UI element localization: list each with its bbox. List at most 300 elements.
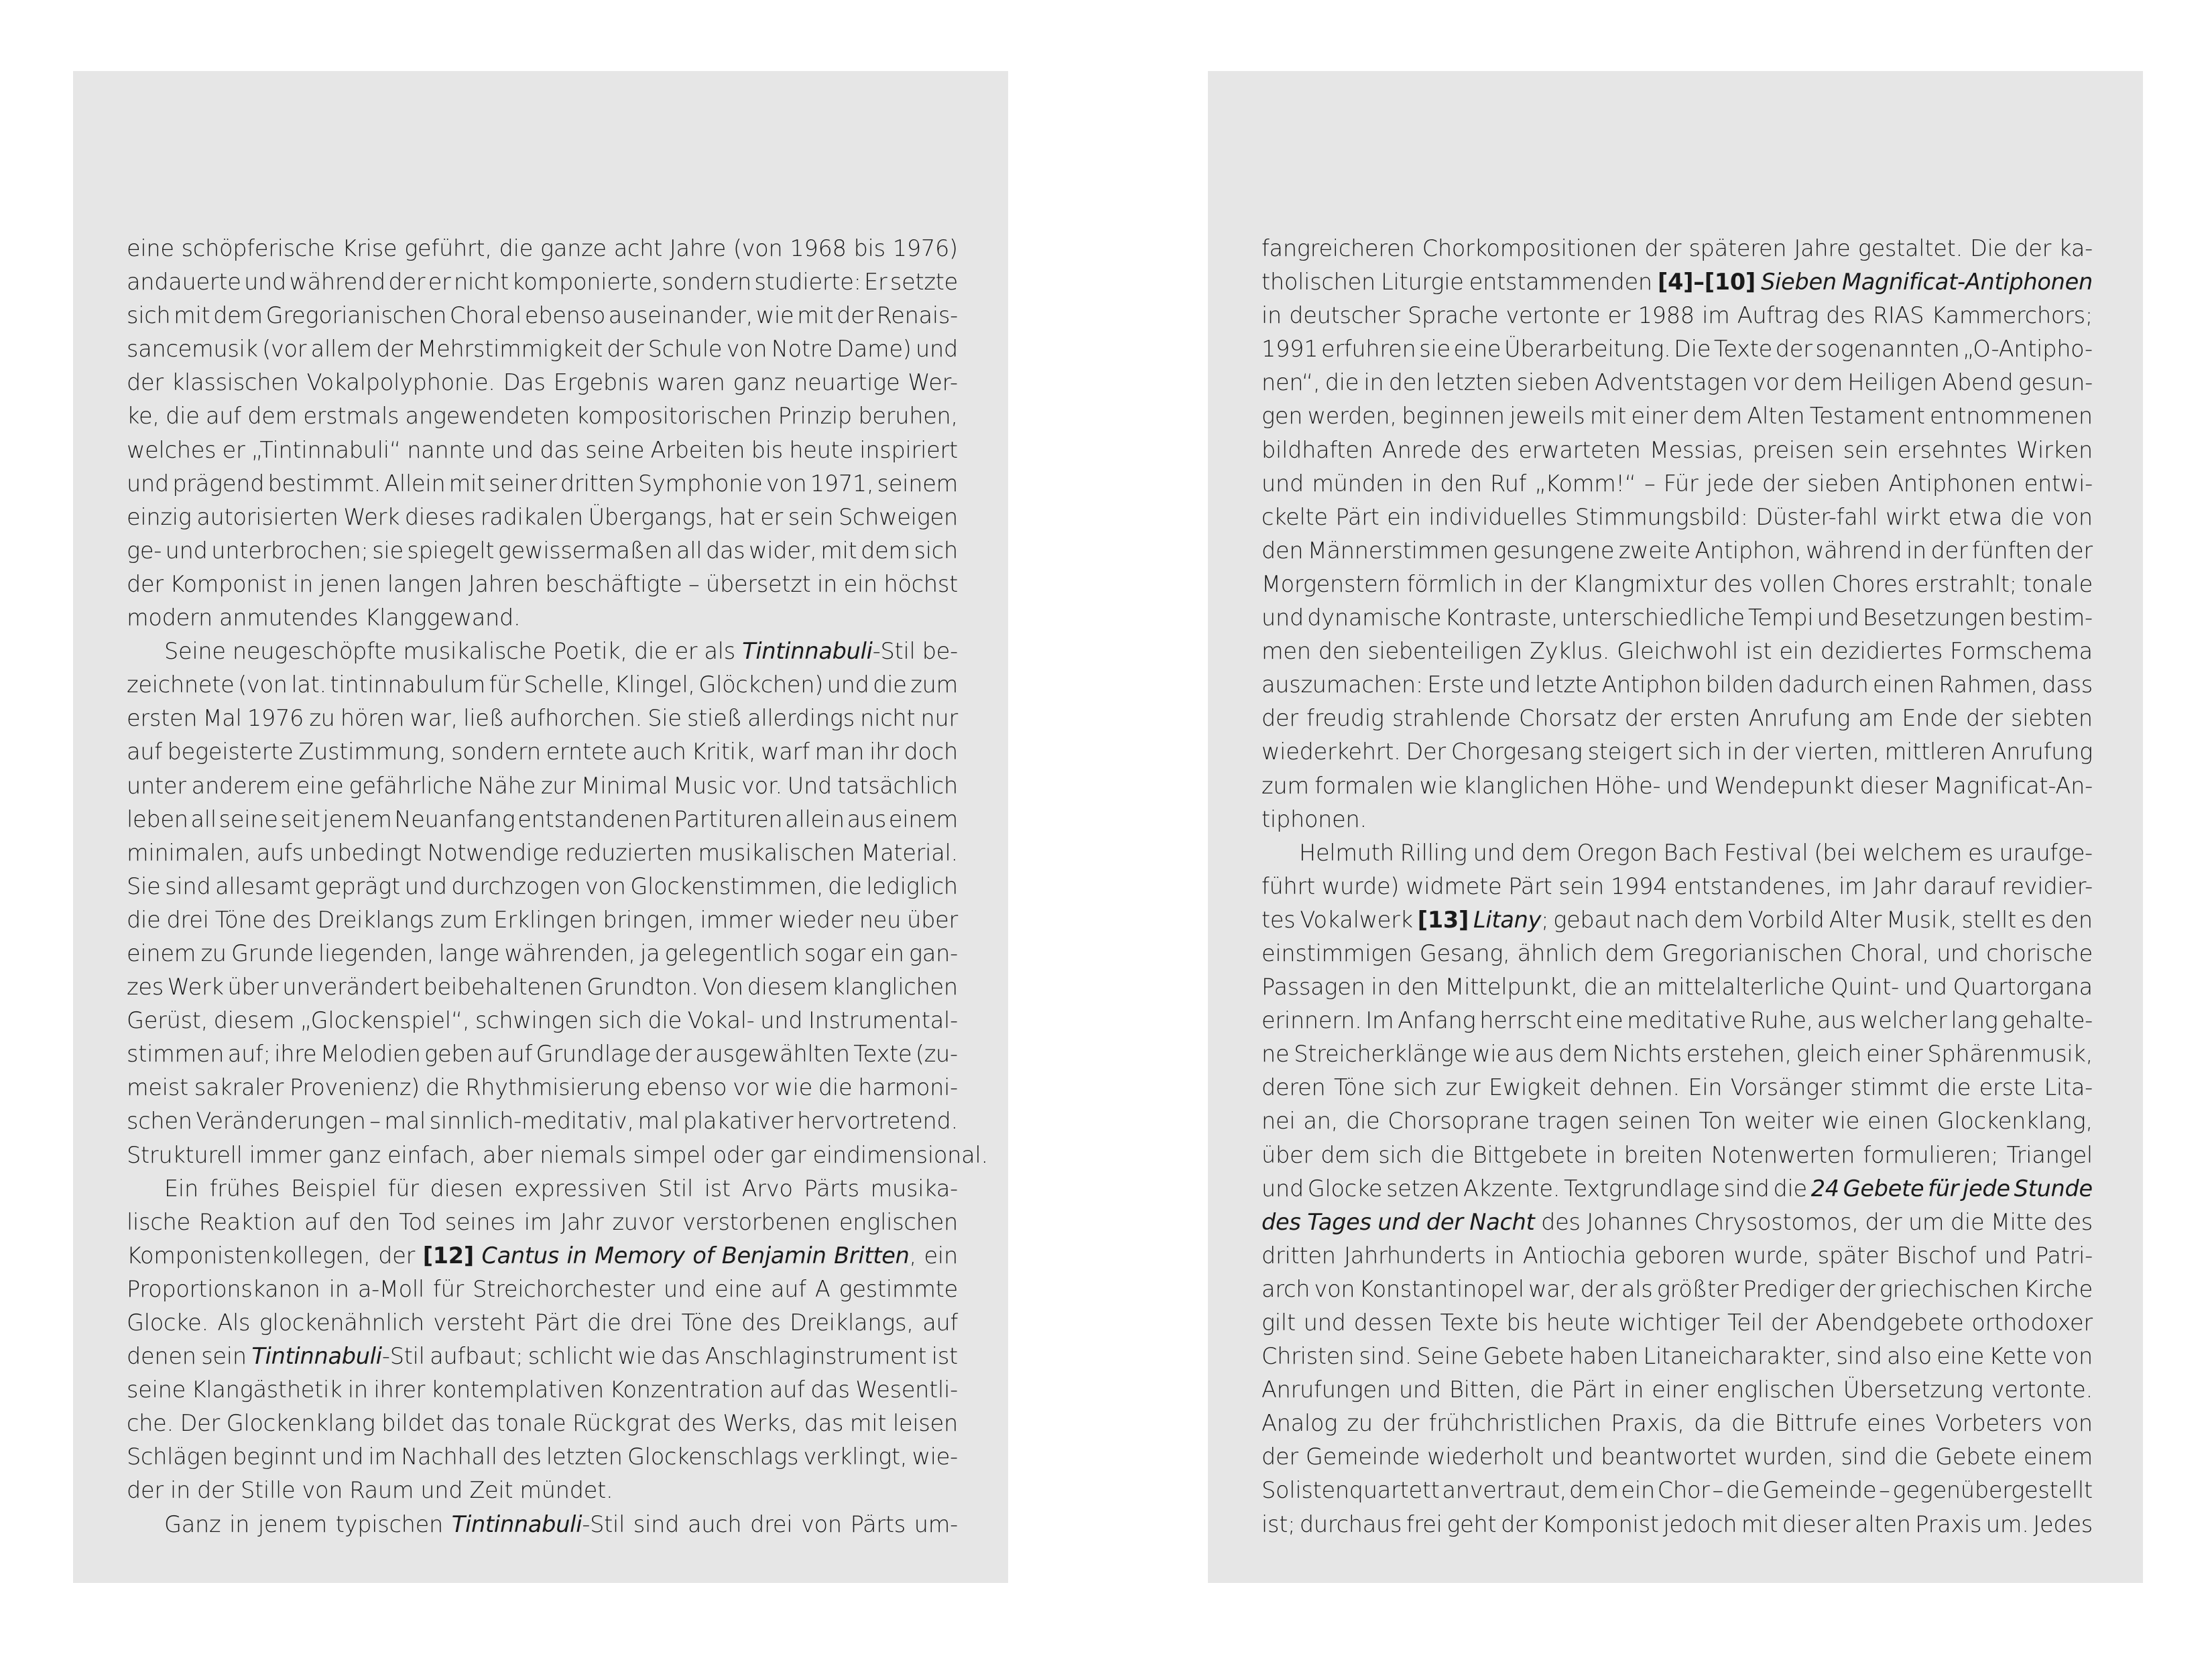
word: Alter (1829, 906, 1882, 933)
word: Textgrundlage (1563, 1175, 1720, 1202)
word: Glocke. (127, 1309, 208, 1336)
word: Vorbild (1747, 906, 1825, 933)
word: fünften (1971, 537, 2052, 564)
word: kompositorischen (576, 403, 772, 430)
word: zur (1445, 1074, 1481, 1101)
word: und (1473, 839, 1516, 866)
word: [4]–[10] (1658, 269, 1756, 296)
word: Pärts (804, 1175, 859, 1202)
text-line (1262, 903, 2093, 937)
word: und (1262, 1175, 1304, 1202)
text-line (1262, 870, 2093, 903)
word: warf (761, 739, 810, 765)
word: im (368, 1444, 396, 1470)
word: in (1503, 570, 1524, 597)
word: Provenienz) (290, 1074, 420, 1101)
word: sakraler (194, 1074, 284, 1101)
word: Antiochia (1522, 1242, 1627, 1269)
word: heute (789, 436, 853, 463)
word: sieben (1807, 470, 1880, 497)
text-line (127, 903, 958, 937)
word: ersten (1670, 705, 1741, 732)
word: und (760, 1007, 803, 1034)
word: sind. (1359, 1343, 1412, 1370)
word: Tintinnabuli-Stil (451, 1511, 625, 1537)
text-line (127, 1172, 958, 1206)
word: Anfang (1398, 1007, 1476, 1034)
word: und (1303, 1309, 1346, 1336)
word: „O-Antipho- (1963, 336, 2093, 363)
word: und (1551, 1444, 1594, 1470)
word: gebaut (1553, 906, 1631, 933)
word: für (433, 1275, 465, 1302)
word: Kammerchors; (1931, 302, 2093, 329)
word: den (1440, 470, 1482, 497)
word: steigert (1587, 739, 1672, 765)
word: eine (715, 1275, 762, 1302)
word: einen (1873, 672, 1934, 698)
word: arch (1262, 1275, 1310, 1302)
text-line (1262, 232, 2093, 265)
word: Allein (384, 470, 446, 497)
word: tatsächlich (837, 772, 958, 799)
word: entstandenes, (1674, 873, 1833, 899)
text-line (1262, 668, 2093, 702)
word: englischen (839, 1208, 958, 1235)
word: ein (1387, 503, 1421, 530)
word: um (1908, 1208, 1945, 1235)
word: gesungene (1493, 537, 1615, 564)
word: Formschema (1950, 638, 2093, 665)
word: Gemeinde (1305, 1444, 1420, 1470)
word: Chores (1831, 570, 1909, 597)
word: Poetik, (552, 638, 627, 665)
word: Mehrstimmigkeit (417, 336, 603, 363)
word: wie (1419, 772, 1458, 799)
word: Und (787, 772, 833, 799)
word: dynamische (1307, 604, 1442, 631)
word: neuartige (794, 369, 900, 396)
word: die (1731, 1410, 1766, 1437)
word: gan- (909, 940, 958, 966)
word: sie (1419, 336, 1451, 363)
word: Töne (1334, 1074, 1386, 1101)
word: Mittelpunkt, (1445, 974, 1578, 1001)
word: Chorsatz (1518, 705, 1617, 732)
word: die (1773, 1175, 1807, 1202)
word: Jahr (560, 1208, 604, 1235)
word: geprägt (314, 873, 401, 899)
word: der (1762, 470, 1799, 497)
word: die (425, 1074, 460, 1101)
word: Jahrhunderts (1344, 1242, 1486, 1269)
word: den (1262, 537, 1304, 564)
word: all (190, 806, 217, 832)
word: Abend (1942, 369, 2014, 396)
word: Werks, (723, 1410, 798, 1437)
word: der (1930, 537, 1968, 564)
word: Sprache (1407, 302, 1499, 329)
word: auf (922, 1309, 958, 1336)
text-line (1262, 434, 2093, 467)
word: den (1388, 369, 1431, 396)
word: in (1412, 470, 1432, 497)
word: der (378, 1242, 416, 1269)
word: mittelalterliche (1656, 974, 1825, 1001)
text-line (1262, 1340, 2093, 1373)
word: Beispiel (291, 1175, 377, 1202)
text-line (1262, 534, 2093, 568)
word: entstammenden (1469, 269, 1652, 296)
word: dem (213, 302, 263, 329)
word: sich (598, 1007, 642, 1034)
word: Schweigen (839, 503, 958, 530)
word: im (524, 1208, 552, 1235)
word: sich (1393, 1074, 1438, 1101)
word: Jedes (2033, 1511, 2093, 1537)
word: welches (127, 436, 217, 463)
word: Übergangs, (588, 503, 714, 530)
word: erwarteten (1518, 436, 1641, 463)
word: tiphonen. (1262, 806, 1367, 832)
word: die (828, 873, 862, 899)
word: reduzierten (564, 839, 692, 866)
word: Tintinnabuli-Stil (742, 638, 916, 665)
word: Bittgebete (1472, 1141, 1588, 1168)
word: Pärt (534, 1309, 578, 1336)
word: der (1580, 1275, 1617, 1302)
word: Komponist (170, 570, 287, 597)
word: Choral (449, 302, 522, 329)
word: wie (1821, 1108, 1860, 1135)
word: Anrede (1381, 436, 1462, 463)
word: für (1928, 1175, 1959, 1202)
word: er (222, 436, 245, 463)
word: Sieben (1761, 269, 1837, 296)
word: von (801, 1511, 842, 1537)
word: schlicht (528, 1343, 613, 1370)
word: Töne (214, 906, 266, 933)
word: der (127, 1477, 164, 1504)
word: des (1262, 1208, 1301, 1235)
word: ka- (2059, 235, 2093, 261)
word: für (387, 1175, 419, 1202)
word: jenem (257, 1511, 328, 1537)
word: einem (127, 940, 196, 966)
word: dem (1521, 839, 1571, 866)
word: Erklingen (493, 906, 597, 933)
text-line (127, 467, 958, 501)
word: vor (1752, 369, 1789, 396)
word: vertonte (1506, 302, 1601, 329)
word: Nacht (1469, 1208, 1535, 1235)
word: allem (310, 336, 372, 363)
word: Er (864, 269, 887, 296)
word: von (2052, 1343, 2093, 1370)
word: der (837, 302, 874, 329)
word: a-Moll (357, 1275, 424, 1302)
word: Von (702, 974, 743, 1001)
word: dem (1693, 403, 1742, 430)
word: ein (870, 940, 904, 966)
word: gestimmte (839, 1275, 958, 1302)
word: Erste (1427, 672, 1485, 698)
word: drei (750, 1511, 793, 1537)
word: dem (247, 403, 297, 430)
word: in (1363, 369, 1384, 396)
word: seine (219, 806, 278, 832)
word: gegenübergestellt (1892, 1477, 2093, 1504)
word: dessen (1353, 1309, 1432, 1336)
word: Krise (342, 235, 397, 261)
word: Renais- (876, 302, 958, 329)
word: das (660, 1343, 700, 1370)
word: jenen (319, 570, 381, 597)
word: drei (629, 1309, 673, 1336)
word: einer (1866, 1041, 1923, 1068)
word: von (2052, 1410, 2093, 1437)
word: bildet (381, 1410, 444, 1437)
word: verklingt, (803, 1444, 908, 1470)
word: Heiligen (1847, 369, 1938, 396)
word: erstmals (303, 403, 400, 430)
word: Komponistenkollegen, (127, 1242, 371, 1269)
word: weiter (1744, 1108, 1814, 1135)
word: Konstantinopel (1359, 1275, 1524, 1302)
text-line (127, 668, 958, 702)
word: Pärt (1508, 873, 1552, 899)
text-line (1262, 735, 2093, 769)
word: um- (914, 1511, 958, 1537)
word: Bischof (1896, 1242, 1977, 1269)
word: gen (1262, 403, 1303, 430)
word: wiederkehrt. (1262, 739, 1401, 765)
word: sich (1677, 739, 1722, 765)
text-line (127, 1273, 958, 1306)
word: das (450, 1410, 490, 1437)
word: der (197, 1477, 234, 1504)
word: Nachhall (401, 1444, 497, 1470)
word: Wirken (2016, 436, 2093, 463)
word: der (1644, 235, 1682, 261)
word: sind (1841, 1444, 1887, 1470)
word: tes (1262, 906, 1296, 933)
word: Vokal- (687, 1007, 755, 1034)
word: dritten (1262, 1242, 1336, 1269)
word: aufbaut; (430, 1343, 524, 1370)
word: ganze (540, 235, 607, 261)
word: der (1838, 1275, 1876, 1302)
word: schwingen (475, 1007, 593, 1034)
word: Texte (1440, 1309, 1499, 1336)
word: unterbrochen; (211, 537, 369, 564)
word: er (674, 638, 698, 665)
word: Prediger (1743, 1275, 1835, 1302)
word: und (165, 537, 208, 564)
word: Chorkompositionen (1422, 235, 1638, 261)
word: Dreiklangs (317, 906, 434, 933)
text-line (1262, 467, 2093, 501)
word: geht (1447, 1511, 1497, 1537)
word: ckelte (1262, 503, 1328, 530)
word: Proportionskanon (127, 1275, 320, 1302)
word: Johannes (1587, 1208, 1688, 1235)
word: jeweils (1510, 403, 1585, 430)
word: Tempi (1748, 604, 1814, 631)
word: klanglichen (831, 974, 958, 1001)
word: in (170, 1477, 190, 1504)
word: Antiphonen (1888, 470, 2016, 497)
word: heute (1546, 1309, 1611, 1336)
word: und (420, 1477, 463, 1504)
word: den (348, 1208, 391, 1235)
word: „Komm!“ (1534, 470, 1636, 497)
text-line (127, 1139, 988, 1172)
word: Rückgrat (572, 1410, 671, 1437)
word: Ganz (164, 1511, 221, 1537)
word: eine (1937, 1343, 1984, 1370)
word: durchaus (1299, 1511, 1402, 1537)
word: klanglichen (1463, 772, 1589, 799)
word: che. (127, 1410, 174, 1437)
word: erinnern. (1262, 1007, 1362, 1034)
word: allein (785, 806, 845, 832)
word: Schule (648, 336, 723, 363)
word: vertonte. (1991, 1377, 2093, 1403)
text-line (1262, 1373, 2093, 1407)
word: minimalen, (127, 839, 251, 866)
word: Rahmen, (1939, 672, 2038, 698)
text-line (1262, 601, 2093, 635)
word: angewendeten (405, 403, 570, 430)
text-line (127, 836, 958, 870)
word: letzten (546, 1444, 623, 1470)
text-line (1262, 568, 2093, 601)
text-line (127, 870, 958, 903)
word: harmoni- (858, 1074, 958, 1101)
text-line (1262, 1071, 2093, 1104)
word: Helmuth (1299, 839, 1394, 866)
word: meditative (1627, 1007, 1747, 1034)
word: Gebete (1843, 1175, 1924, 1202)
word: Notwendige (427, 839, 560, 866)
word: Chorgesang (1451, 739, 1583, 765)
word: wider, (749, 537, 817, 564)
word: Höhe- (1595, 772, 1661, 799)
word: des (677, 1410, 717, 1437)
word: der (1262, 705, 1298, 732)
word: geboren (1634, 1242, 1726, 1269)
text-line (127, 1508, 958, 1541)
word: in (817, 570, 838, 597)
text-line (127, 803, 958, 836)
word: – (688, 570, 700, 597)
word: es (2020, 906, 2046, 933)
word: setzen (1386, 1175, 1460, 1202)
word: als (1621, 1275, 1653, 1302)
word: zes (127, 974, 164, 1001)
word: Choral, (1850, 940, 1929, 966)
word: auf (205, 403, 241, 430)
word: inspiriert (859, 436, 958, 463)
word: führt (1262, 873, 1315, 899)
word: als (704, 638, 736, 665)
word: Gemeinde (1762, 1477, 1877, 1504)
word: komponierte, (511, 269, 659, 296)
word: vollen (1759, 570, 1826, 597)
word: individuelles (1428, 503, 1568, 530)
word: dritten (560, 470, 635, 497)
word: seit (280, 806, 320, 832)
word: erntete (546, 739, 627, 765)
word: radikalen (480, 503, 583, 530)
word: „Tintinnabuli“ (251, 436, 401, 463)
word: des (271, 906, 312, 933)
word: Sphärenmusik, (1927, 1041, 2093, 1068)
word: der (1382, 1410, 1420, 1437)
word: in (1726, 739, 1747, 765)
word: frei (1406, 1511, 1442, 1537)
text-line (127, 1239, 958, 1273)
word: Zyklus. (1530, 638, 1610, 665)
word: [13] (1417, 906, 1469, 933)
word: und (1817, 604, 1859, 631)
word: bestim- (2009, 604, 2093, 631)
word: Pärt (1571, 1377, 1616, 1403)
word: die (1894, 1444, 1928, 1470)
word: Teil (1727, 1309, 1764, 1336)
word: ein (924, 1242, 958, 1269)
word: Christen (1262, 1343, 1355, 1370)
word: die (1725, 1477, 1760, 1504)
word: übersetzt (705, 570, 811, 597)
word: (zu- (915, 1041, 958, 1068)
word: bis (751, 436, 783, 463)
word: prägend (172, 470, 265, 497)
word: hören (340, 705, 405, 732)
word: dem (1558, 1041, 1608, 1068)
word: eine (1575, 1007, 1623, 1034)
word: ist; (1262, 1511, 1296, 1537)
word: [12] (422, 1242, 474, 1269)
text-line (1262, 1273, 2093, 1306)
word: dem (861, 537, 910, 564)
word: Glockenklang (226, 1410, 375, 1437)
text-line (127, 1206, 958, 1239)
word: den (1318, 638, 1361, 665)
word: entwi- (2024, 470, 2093, 497)
word: siebenteiligen (1367, 638, 1522, 665)
word: der (1501, 1511, 1538, 1537)
word: Arvo (741, 1175, 793, 1202)
word: lediglich (866, 873, 958, 899)
word: Nichts (1612, 1041, 1682, 1068)
word: die (127, 906, 161, 933)
word: Anrufung (1991, 739, 2093, 765)
word: Ton (1699, 1108, 1737, 1135)
word: wiederholt (1427, 1444, 1544, 1470)
word: Melodien (320, 1041, 421, 1068)
word: simpel (633, 1141, 706, 1168)
word: Werk (167, 974, 224, 1001)
word: das (705, 537, 745, 564)
word: Chrysostomos, (1694, 1208, 1859, 1235)
word: der (1752, 739, 1789, 765)
word: ließ (463, 705, 505, 732)
word: Nähe (477, 772, 536, 799)
word: ja (640, 940, 660, 966)
word: lange (438, 940, 500, 966)
